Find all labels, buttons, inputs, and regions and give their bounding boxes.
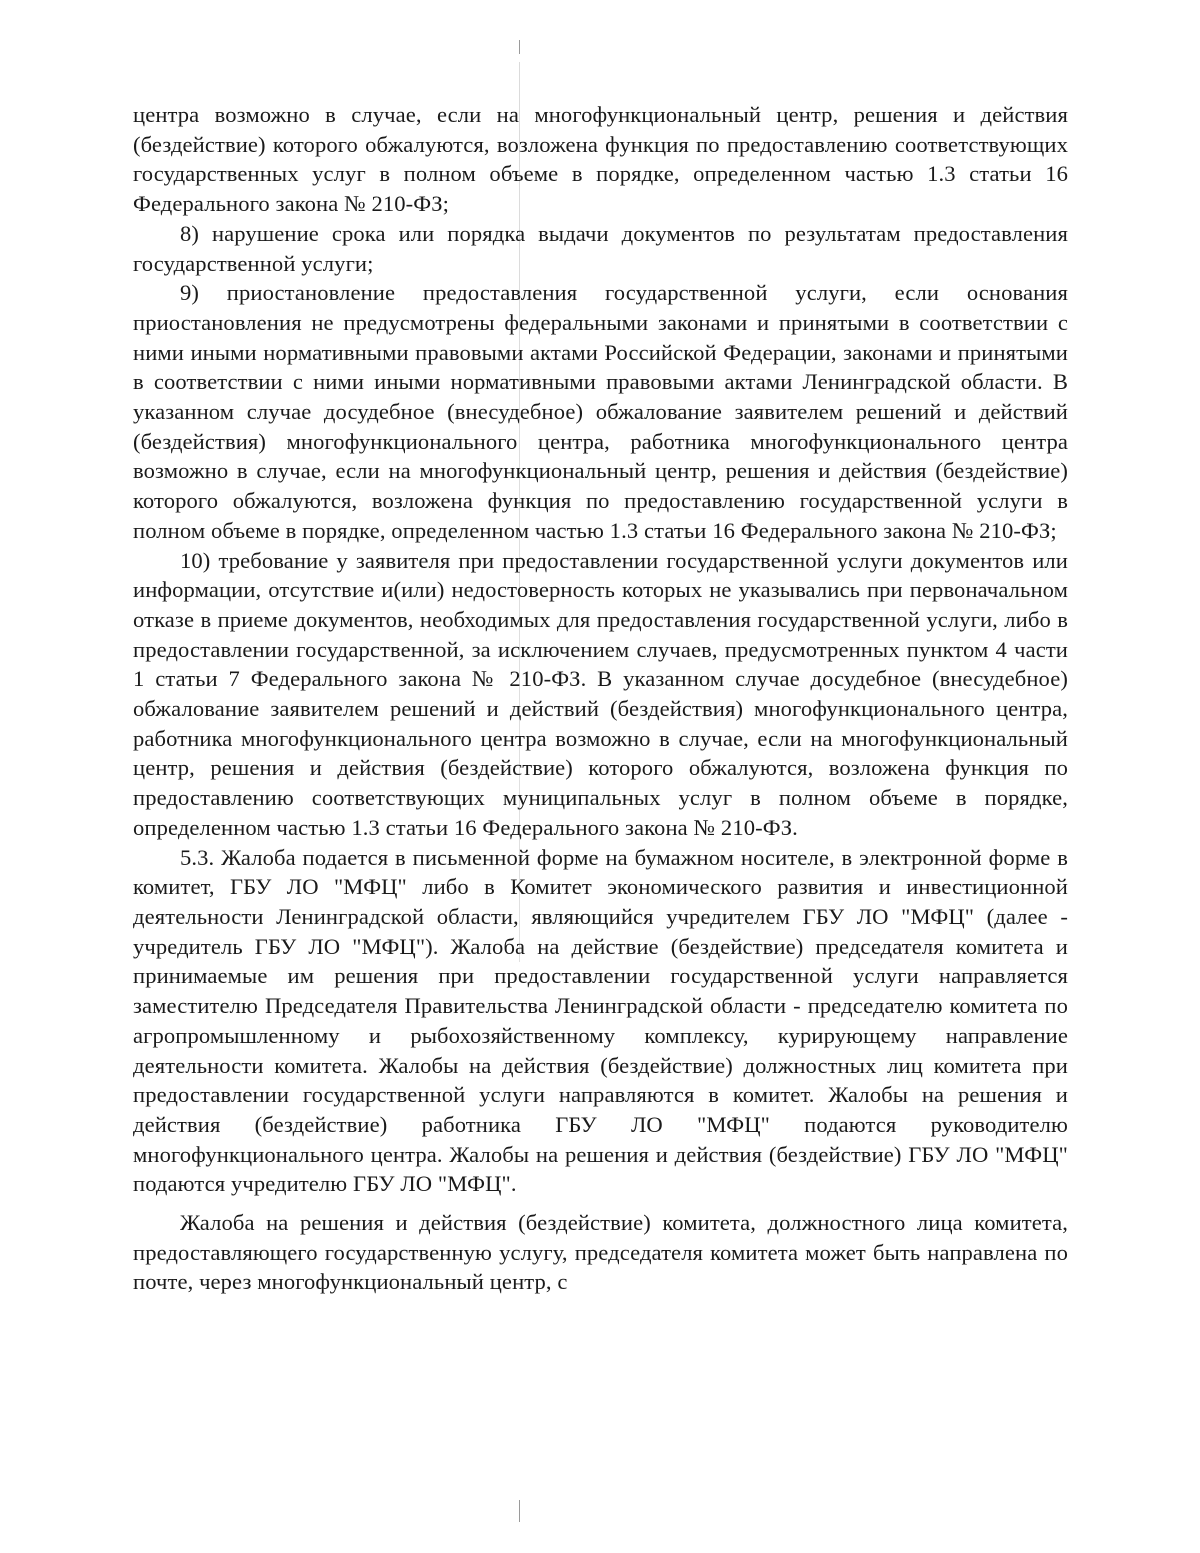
paragraph-item-10: 10) требование у заявителя при предоставлении государственной услуги документов или информации, отсутствие и(или) недостоверность которых не указывались при первоначальном отказе в приеме документов, необходимых для предоставления государственной услуги, либо в предоставлении государственной, за исключением случаев, предусмотренных пунктом 4 части 1 статьи 7 Федерального закона № 210-ФЗ. В указанном случае досудебное (внесудебное) обжалование заявителем решений и действий (бездействия) многофункционального центра, работника многофункционального центра возможно в случае, если на многофункциональный центр, решения и действия (бездействие) которого обжалуются, возложена функция по предоставлению соответствующих муниципальных услуг в полном объеме в порядке, определенном частью 1.3 статьи 16 Федерального закона № 210-ФЗ. [133,547,1068,840]
paragraph-complaint-submission: Жалоба на решения и действия (бездействие) комитета, должностного лица комитета, предоставляющего государственную услугу, председателя комитета может быть направлена по почте, через многофункциональный центр, с [133,1210,1068,1295]
scan-fold-mark-top [519,40,520,54]
paragraph-continuation: центра возможно в случае, если на многофункциональный центр, решения и действия (бездействие) которого обжалуются, возложена функция по предоставлению соответствующих государственных услуг в полном объеме в порядке, определенном частью 1.3 статьи 16 Федерального закона № 210-ФЗ; [133,102,1068,217]
paragraph-section-5-3: 5.3. Жалоба подается в письменной форме на бумажном носителе, в электронной форме в комитет, ГБУ ЛО "МФЦ" либо в Комитет экономического развития и инвестиционной деятельности Ленинградской области, являющийся учредителем ГБУ ЛО "МФЦ" (далее - учредитель ГБУ ЛО "МФЦ"). Жалоба на действие (бездействие) председателя комитета и принимаемые им решения при предоставлении государственной услуги направляется заместителю Председателя Правительства Ленинградской области - председателю комитета по агропромышленному и рыбохозяйственному комплексу, курирующему направление деятельности комитета. Жалобы на действия (бездействие) должностных лиц комитета при предоставлении государственной услуги направляются в комитет. Жалобы на решения и действия (бездействие) работника ГБУ ЛО "МФЦ" подаются руководителю многофункционального центра. Жалобы на решения и действия (бездействие) ГБУ ЛО "МФЦ" подаются учредителю ГБУ ЛО "МФЦ". [133,844,1068,1197]
paragraph-item-8: 8) нарушение срока или порядка выдачи документов по результатам предоставления государственной услуги; [133,220,1068,276]
document-body [133,100,1068,1297]
paragraph-item-9: 9) приостановление предоставления государственной услуги, если основания приостановления не предусмотрены федеральными законами и принятыми в соответствии с ними иными нормативными правовыми актами Российской Федерации, законами и принятыми в соответствии с ними иными нормативными правовыми актами Ленинградской области. В указанном случае досудебное (внесудебное) обжалование заявителем решений и действий (бездействия) многофункционального центра, работника многофункционального центра возможно в случае, если на многофункциональный центр, решения и действия (бездействие) которого обжалуются, возложена функция по предоставлению государственной услуги в полном объеме в порядке, определенном частью 1.3 статьи 16 Федерального закона № 210-ФЗ; [133,280,1068,543]
scan-fold-mark-bottom [519,1500,520,1522]
